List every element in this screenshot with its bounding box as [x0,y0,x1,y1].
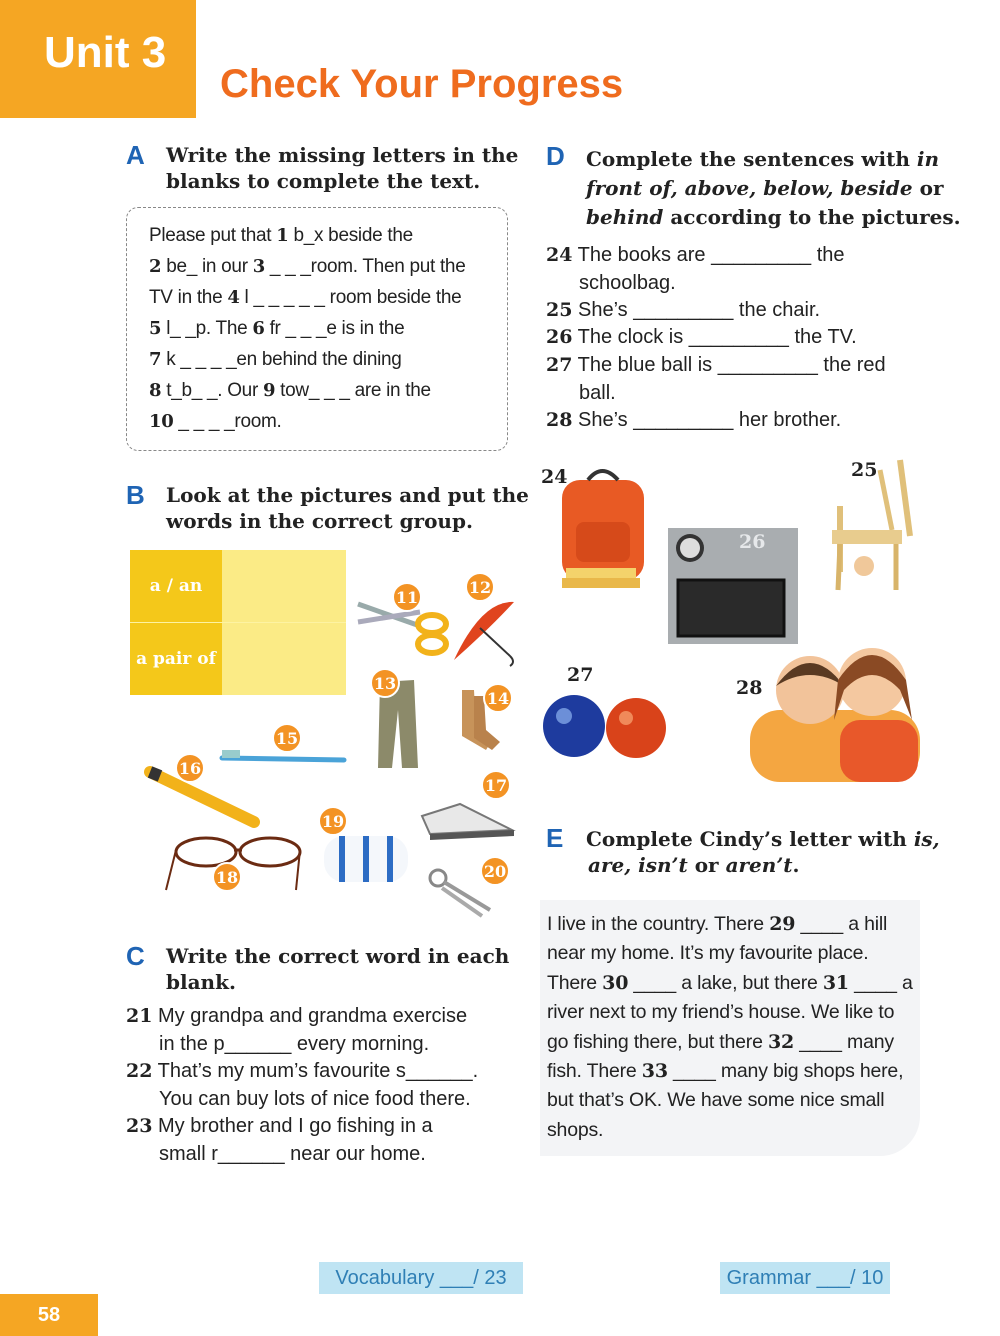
question-23-line2: small r______ near our home. [159,1143,426,1165]
item-13-badge: 13 [370,668,400,698]
red-ball-icon [606,698,666,758]
preposition-pictures [540,450,930,790]
children-icon [750,648,920,782]
text-line-6: 8 t_b_ _. Our 9 tow_ _ _ are in the [149,380,431,401]
item-16-badge: 16 [175,753,205,783]
item-12-badge: 12 [465,572,495,602]
letter-line-5: go fishing there, but there 32 ____ many [547,1031,894,1053]
grammar-score: Grammar ___/ 10 [720,1262,890,1294]
item-15-badge: 15 [272,723,302,753]
crayon-icon [150,772,254,822]
item-17-badge: 17 [481,770,511,800]
blue-ball-icon [543,695,605,757]
page-number: 58 [0,1294,98,1336]
question-28: 28 She’s _________ her brother. [546,409,842,431]
text-line-1: Please put that 1 b_x beside the [149,225,413,246]
text-line-2: 2 be_ in our 3 _ _ _room. Then put the [149,256,466,277]
question-25: 25 She’s _________ the chair. [546,299,821,321]
letter-line-8: shops. [547,1119,604,1141]
text-line-4: 5 l_ _p. The 6 fr _ _ _e is in the [149,318,405,339]
section-b-letter: B [126,480,145,510]
section-e-instruction: Complete Cindy’s letter with is, are, isn’t or aren’t. [586,827,940,877]
group-a-an-label: a / an [130,550,222,622]
letter-line-7: but that’s OK. We have some nice small [547,1089,885,1111]
section-c-instruction: Write the correct word in each blank. [166,944,510,994]
question-23: 23 My brother and I go fishing in a [126,1115,433,1137]
question-24: 24 The books are _________ the [546,244,845,266]
question-21: 21 My grandpa and grandma exercise [126,1005,468,1027]
letter-line-3: There 30 ____ a lake, but there 31 ____ a [547,972,913,994]
item-19-badge: 19 [318,806,348,836]
question-21-line2: in the p______ every morning. [159,1033,430,1055]
letter-line-6: fish. There 33 ____ many big shops here, [547,1060,904,1082]
picture-26-label: 26 [739,531,766,553]
trainers-icon [422,804,514,840]
section-d-letter: D [546,141,565,171]
section-d-instruction: Complete the sentences with in front of, above, below, beside or behind according to the pictures. [586,147,961,229]
schoolbag-icon [562,471,644,588]
question-27-line2: ball. [579,382,616,404]
section-a-letter: A [126,140,145,170]
tv-icon [668,528,798,644]
item-20-badge: 20 [480,856,510,886]
text-line-3: TV in the 4 l _ _ _ _ _ room beside the [149,287,462,308]
question-24-line2: schoolbag. [579,272,676,294]
towel-icon [324,836,408,882]
picture-24-label: 24 [541,466,568,488]
question-27: 27 The blue ball is _________ the red [546,354,886,376]
question-22: 22 That’s my mum’s favourite s______. [126,1060,479,1082]
letter-line-2: near my home. It’s my favourite place. [547,942,869,964]
item-18-badge: 18 [212,862,242,892]
section-b-instruction: Look at the pictures and put the words in the correct group. [166,483,529,533]
vocabulary-pictures [130,560,530,920]
text-line-7: 10 _ _ _ _room. [149,411,282,432]
section-a-instruction: Write the missing letters in the blanks to complete the text. [166,143,519,193]
item-14-badge: 14 [483,683,513,713]
page-title: Check Your Progress [220,62,624,106]
text-line-5: 7 k _ _ _ _en behind the dining [149,349,402,370]
item-11-badge: 11 [392,582,422,612]
group-a-pair-of-label: a pair of [130,623,222,695]
picture-28-label: 28 [736,677,763,699]
unit-label: Unit 3 [44,28,167,77]
section-c-letter: C [126,941,145,971]
letter-background [540,900,920,1156]
vocabulary-score: Vocabulary ___/ 23 [319,1262,523,1294]
question-22-line2: You can buy lots of nice food there. [159,1088,471,1110]
question-26: 26 The clock is _________ the TV. [546,326,857,348]
unit-tab [0,0,196,118]
picture-25-label: 25 [851,459,878,481]
picture-27-label: 27 [567,664,594,686]
umbrella-icon [454,602,514,666]
section-e-letter: E [546,823,564,853]
letter-line-1: I live in the country. There 29 ____ a hill [547,913,888,935]
letter-line-4: river next to my friend’s house. We like to [547,1001,895,1023]
